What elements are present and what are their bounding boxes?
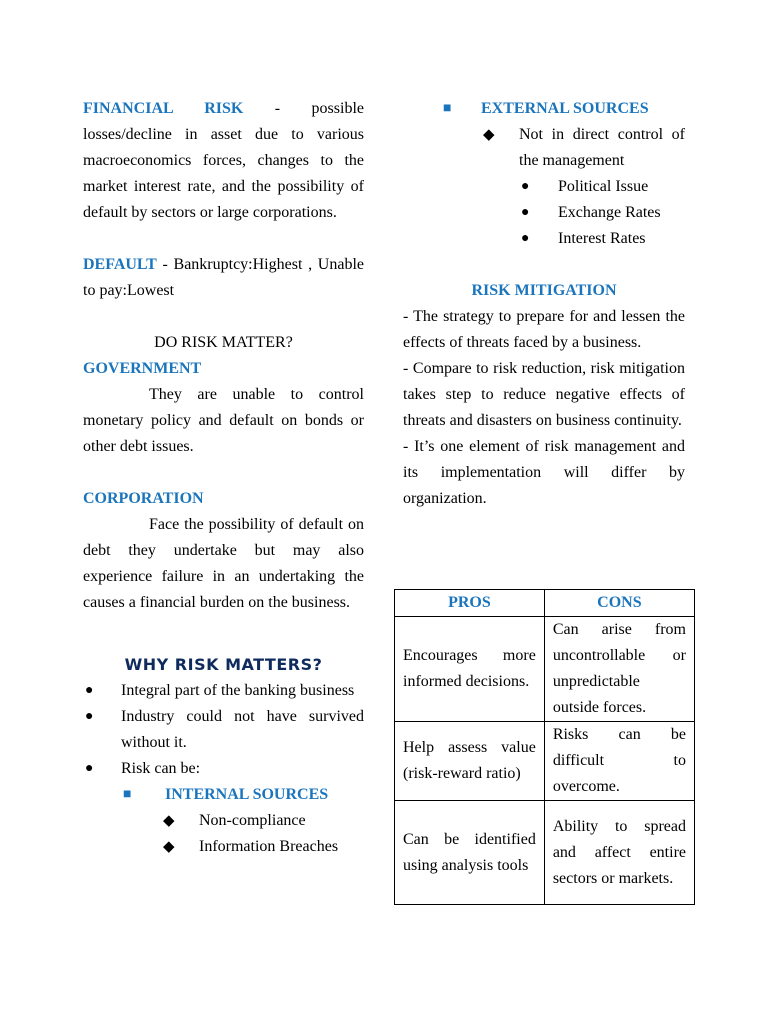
mitigation-paragraph: - The strategy to prepare for and lessen the effects of threats faced by a business. bbox=[403, 308, 685, 351]
square-bullet-icon: ■ bbox=[443, 101, 452, 116]
why-risk-matters-heading: WHY RISK MATTERS? bbox=[124, 655, 323, 674]
bullet-icon: ● bbox=[85, 683, 94, 698]
cons-header: CONS bbox=[544, 590, 694, 617]
mitigation-paragraph: - Compare to risk reduction, risk mitigation takes step to reduce negative effects of threats and disasters on business continuity. bbox=[403, 360, 685, 429]
corporation-text: Face the possibility of default on debt they undertake but may also experience failure in an undertaking the causes a financial burden on the business. bbox=[83, 516, 364, 611]
cons-cell: Ability to spread and affect entire sectors or markets. bbox=[544, 801, 694, 905]
financial-risk-text: - possible losses/decline in asset due to various macroeconomics forces, changes to the market interest rate, and the possibility of default by sectors or large corporations. bbox=[83, 100, 364, 221]
table-row bbox=[395, 801, 695, 905]
default-term: DEFAULT bbox=[83, 256, 157, 273]
list-item: ● Interest Rates bbox=[519, 226, 685, 252]
internal-sources-item: ■ INTERNAL SOURCES bbox=[123, 782, 364, 808]
external-sources-item: ■ EXTERNAL SOURCES bbox=[443, 96, 685, 122]
left-column bbox=[83, 96, 364, 860]
table-row bbox=[395, 722, 695, 801]
square-bullet-icon: ■ bbox=[123, 787, 132, 802]
government-heading: GOVERNMENT bbox=[83, 360, 202, 377]
pros-cons-table bbox=[394, 589, 695, 905]
bullet-icon: ● bbox=[85, 709, 94, 724]
government-text: They are unable to control monetary policy and default on bonds or other debt issues. bbox=[83, 386, 364, 455]
bullet-icon: ● bbox=[85, 761, 94, 776]
diamond-bullet-icon: ◆ bbox=[163, 813, 175, 829]
bullet-icon: ● bbox=[521, 231, 530, 246]
right-column bbox=[403, 96, 685, 512]
corporation-heading: CORPORATION bbox=[83, 490, 204, 507]
list-item: ● Political Issue bbox=[519, 174, 685, 200]
bullet-icon: ● bbox=[521, 179, 530, 194]
list-item: ◆ Information Breaches bbox=[163, 834, 364, 860]
financial-risk-paragraph bbox=[83, 96, 364, 226]
list-item: ● Risk can be: bbox=[83, 756, 364, 782]
mitigation-paragraph: - It’s one element of risk management and its implementation will differ by organization. bbox=[403, 438, 685, 507]
diamond-bullet-icon: ◆ bbox=[483, 127, 495, 143]
pros-header: PROS bbox=[395, 590, 545, 617]
pros-cell: Help assess value (risk-reward ratio) bbox=[395, 722, 545, 801]
list-item: ● Integral part of the banking business bbox=[83, 678, 364, 704]
table-header-row bbox=[395, 590, 695, 617]
cons-cell: Risks can be difficult to overcome. bbox=[544, 722, 694, 801]
diamond-bullet-icon: ◆ bbox=[163, 839, 175, 855]
cons-cell: Can arise from uncontrollable or unpredictable outside forces. bbox=[544, 617, 694, 722]
bullet-icon: ● bbox=[521, 205, 530, 220]
default-paragraph bbox=[83, 252, 364, 304]
pros-cell: Encourages more informed decisions. bbox=[395, 617, 545, 722]
list-item: ◆ Not in direct control of the management bbox=[483, 122, 685, 174]
risk-mitigation-heading: RISK MITIGATION bbox=[471, 282, 617, 299]
pros-cell: Can be identified using analysis tools bbox=[395, 801, 545, 905]
list-item: ◆ Non-compliance bbox=[163, 808, 364, 834]
financial-risk-term: FINANCIAL RISK bbox=[83, 100, 244, 117]
list-item: ● Industry could not have survived without it. bbox=[83, 704, 364, 756]
do-risk-matter-heading: DO RISK MATTER? bbox=[154, 334, 293, 351]
table-row bbox=[395, 617, 695, 722]
list-item: ● Exchange Rates bbox=[519, 200, 685, 226]
default-text: - Bankruptcy:Highest , Unable to pay:Lowest bbox=[83, 256, 364, 299]
